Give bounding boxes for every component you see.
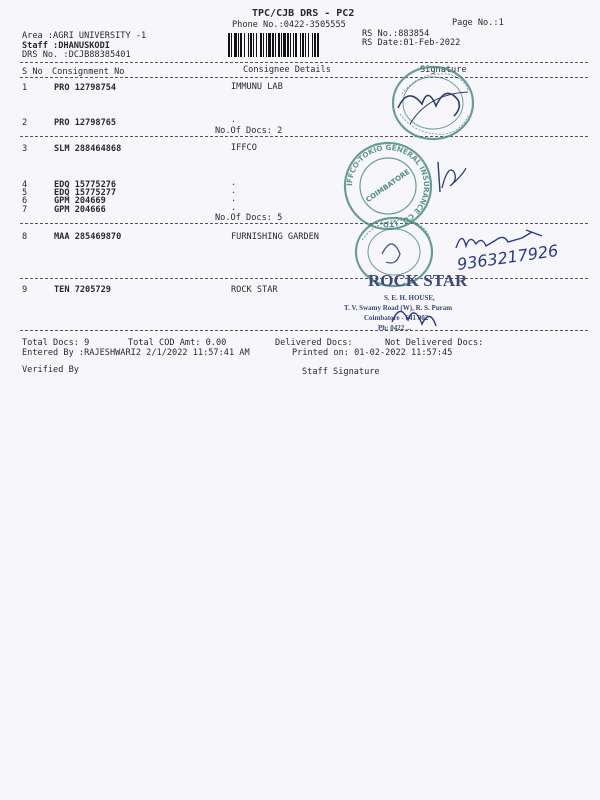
consignment-number: PRO 12798765 [54,118,117,128]
signature-iffco [432,158,472,198]
consignee-name: FURNISHING GARDEN [231,232,319,242]
report-title: TPC/CJB DRS - PC2 [252,8,355,19]
rs-number: RS No.:883854 [362,29,430,39]
rs-date: RS Date:01-Feb-2022 [362,38,461,48]
iffco-stamp-text: IFFCO-TOKIO GENERAL INSURANCE CO. LTD. [344,142,432,230]
docs-count: No.Of Docs: 2 [215,126,283,136]
iffco-stamp-center: COIMBATORE [364,167,412,205]
divider-line [20,62,588,63]
printed-on: Printed on: 01-02-2022 11:57:45 [292,348,453,358]
row-sno: 1 [22,83,28,93]
verified-by: Verified By [22,365,79,375]
consignee-name: IFFCO [231,143,257,153]
divider-line [20,77,588,78]
consignee-name: . [231,178,237,188]
rock-star-stamp-line: T. V. Swamy Road (W), R. S. Puram [344,304,453,312]
consignment-number: MAA 285469870 [54,232,122,242]
col-consignee: Consignee Details [243,65,331,75]
row-sno: 9 [22,285,28,295]
not-delivered-docs: Not Delivered Docs: [385,338,484,348]
row-sno: 5 [22,188,28,198]
barcode [228,33,354,57]
consignee-name: IMMUNU LAB [231,82,283,92]
consignee-name: . [231,203,237,213]
delivered-docs: Delivered Docs: [275,338,353,348]
rock-star-stamp-line: Coimbatore - 641 002 [364,314,429,322]
immuno-lab-stamp [388,64,478,142]
divider-line [20,136,588,137]
consignment-number: PRO 12798754 [54,83,117,93]
area-label: Area :AGRI UNIVERSITY -1 [22,31,147,41]
consignment-number: GPM 204669 [54,196,106,206]
phone-number: Phone No.:0422-3505555 [232,20,346,30]
col-consignment: Consignment No [52,67,125,77]
rock-star-stamp [338,264,528,338]
handwritten-phone: 9363217926 [455,240,560,274]
total-docs: Total Docs: 9 [22,338,90,348]
page-number: Page No.:1 [452,18,504,28]
consignee-name: . [231,194,237,204]
row-sno: 8 [22,232,28,242]
divider-line [20,223,588,224]
rock-star-stamp-line: Ph: 0422 ... [378,324,412,332]
consignment-number: TEN 7205729 [54,285,111,295]
staff-signature: Staff Signature [302,367,380,377]
row-sno: 2 [22,118,28,128]
docs-count: No.Of Docs: 5 [215,213,283,223]
consignment-number: EDQ 15775276 [54,180,117,190]
total-cod-amount: Total COD Amt: 0.00 [128,338,227,348]
drs-number: DRS No. :DCJB88385401 [22,50,131,60]
col-sno: S No [22,67,43,77]
row-sno: 7 [22,205,28,215]
consignment-number: GPM 204666 [54,205,106,215]
consignee-name: ROCK STAR [231,285,278,295]
consignment-number: EDQ 15775277 [54,188,117,198]
col-signature: Signature [420,65,467,75]
rock-star-stamp-line: S. E. H. HOUSE, [384,294,435,302]
consignee-name: . [231,115,237,125]
consignee-name: . [231,186,237,196]
entered-by: Entered By :RAJESHWARI2 2/1/2022 11:57:41 AM [22,348,250,358]
row-sno: 3 [22,144,28,154]
staff-label: Staff :DHANUSKODI [22,41,110,51]
row-sno: 6 [22,196,28,206]
rock-star-stamp-name: ROCK STAR [368,271,468,290]
consignment-number: SLM 288464868 [54,144,122,154]
row-sno: 4 [22,180,28,190]
